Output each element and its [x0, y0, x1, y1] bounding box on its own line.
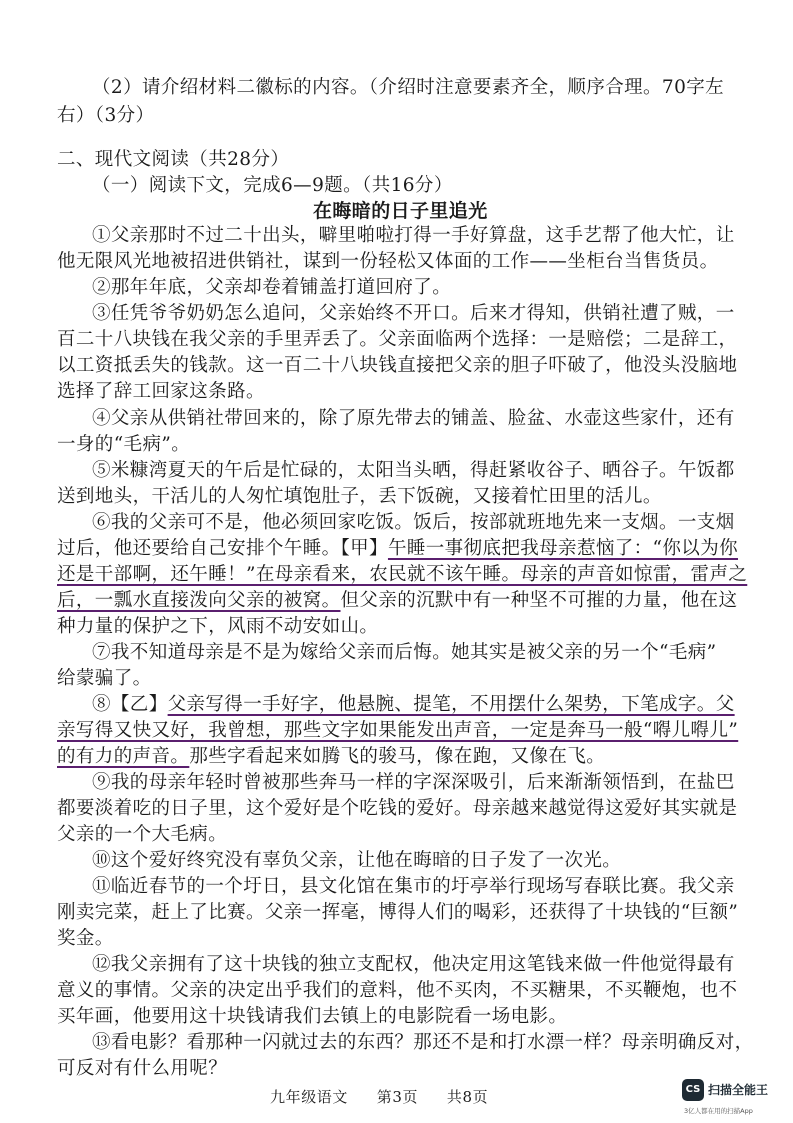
- article-line: ⑤米糠湾夏天的午后是忙碌的，太阳当头晒，得赶紧收谷子、晒谷子。午饭都: [92, 460, 735, 481]
- watermark-app-name: 扫描全能王: [708, 1083, 769, 1097]
- footer-page-number: 第3页: [376, 1088, 419, 1106]
- article-line: ⑥我的父亲可不是，他必须回家吃饭。饭后，按部就班地先来一支烟。一支烟: [92, 512, 735, 533]
- article-line: 刚卖完菜，赶上了比赛。父亲一挥毫，博得人们的喝彩，还获得了十块钱的“巨额”: [57, 902, 739, 923]
- page-footer: [270, 1085, 488, 1109]
- article-line: ③任凭爷爷奶奶怎么追问，父亲始终不开口。后来才得知，供销社遭了贼，一: [92, 303, 735, 324]
- article-line: 送到地头，干活儿的人匆忙填饱肚子，丢下饭碗，又接着忙田里的活儿。: [57, 486, 662, 507]
- article-line: ⑫我父亲拥有了这十块钱的独立支配权，他决定用这笔钱来做一件他觉得最有: [92, 954, 735, 975]
- footer-subject: 九年级语文: [270, 1088, 349, 1106]
- underlined-passage-yi: 父亲写得一手好字，他悬腕、提笔，不用摆什么架势，下笔成字。父: [167, 694, 735, 715]
- underlined-passage-jia: 还是干部啊，还午睡！”在母亲看来，农民就不该午睡。母亲的声音如惊雷，雷声之: [57, 564, 748, 585]
- article-line: ②那年年底，父亲却卷着铺盖打道回府了。: [92, 277, 452, 298]
- article-line: [92, 693, 735, 717]
- article-line: [57, 745, 605, 769]
- sub-heading: （一）阅读下文，完成6—9题。（共16分）: [92, 175, 453, 196]
- article-line: 都要淡着吃的日子里，这个爱好是个吃钱的爱好。母亲越来越觉得这爱好其实就是: [57, 798, 738, 819]
- question-text-line-1: （2）请介绍材料二徽标的内容。（介绍时注意要素齐全，顺序合理。70字左: [92, 77, 725, 98]
- article-line: 父亲的一个大毛病。: [57, 824, 228, 845]
- scanner-watermark: [682, 1079, 790, 1119]
- article-line: 以工资抵丢失的钱款。这一百二十八块钱直接把父亲的胆子吓破了，他没头没脑地: [57, 355, 738, 376]
- camscanner-logo-icon: CS: [682, 1079, 704, 1101]
- article-line: 可反对有什么用呢？: [57, 1058, 228, 1079]
- article-line: 意义的事情。父亲的决定出乎我们的意料，他不买肉，不买糖果，不买鞭炮，也不: [57, 980, 738, 1001]
- article-line: ⑪临近春节的一个圩日，县文化馆在集市的圩亭举行现场写春联比赛。我父亲: [92, 876, 735, 897]
- watermark-tagline: 3亿人都在用的扫描App: [684, 1107, 753, 1115]
- article-line: 选择了辞工回家这条路。: [57, 381, 265, 402]
- article-line: 奖金。: [57, 928, 114, 949]
- question-text-line-2: 右）（3分）: [57, 105, 155, 126]
- article-text: 但父亲的沉默中有一种坚不可摧的力量，他在这: [340, 590, 738, 611]
- article-line: 百二十八块钱在我父亲的手里弄丢了。父亲面临两个选择：一是赔偿；二是辞工，: [57, 329, 738, 350]
- article-line: 给蒙骗了。: [57, 668, 152, 689]
- underlined-passage-jia: 后，一瓢水直接泼向父亲的被窝。: [57, 590, 341, 611]
- article-text: ⑧【乙】: [92, 694, 168, 715]
- article-text: 过后，他还要给自己安排个午睡。【甲】: [57, 538, 388, 559]
- article-line: [57, 537, 738, 561]
- underlined-passage-jia: 午睡一事彻底把我母亲惹恼了：“你以为你: [387, 538, 739, 559]
- section-heading: 二、现代文阅读（共28分）: [57, 149, 290, 170]
- underlined-passage-yi: 亲写得又快又好，我曾想，那些文字如果能发出声音，一定是奔马一般“嘚儿嘚儿”: [57, 720, 739, 741]
- article-line: ⑩这个爱好终究没有辜负父亲，让他在晦暗的日子发了一次光。: [92, 850, 622, 871]
- article-title: 在晦暗的日子里追光: [313, 200, 488, 222]
- article-line: ④父亲从供销社带回来的，除了原先带去的铺盖、脸盆、水壶这些家什，还有: [92, 408, 735, 429]
- article-line: 他无限风光地被招进供销社，谋到一份轻松又体面的工作——坐柜台当售货员。: [57, 251, 719, 272]
- article-line: 一身的“毛病”。: [57, 434, 191, 455]
- article-line: ⑨我的母亲年轻时曾被那些奔马一样的字深深吸引，后来渐渐领悟到，在盐巴: [92, 772, 735, 793]
- article-line: ⑬看电影？看那种一闪就过去的东西？那还不是和打水漂一样？母亲明确反对，: [92, 1032, 754, 1053]
- article-line: 种力量的保护之下，风雨不动安如山。: [57, 616, 379, 637]
- footer-total-pages: 共8页: [446, 1088, 489, 1106]
- article-line: ①父亲那时不过二十出头，噼里啪啦打得一手好算盘，这手艺帮了他大忙，让: [92, 225, 735, 246]
- article-line: 买年画，他要用这十块钱请我们去镇上的电影院看一场电影。: [57, 1006, 568, 1027]
- underlined-passage-yi: 的有力的声音。: [57, 746, 190, 767]
- article-text: 那些字看起来如腾飞的骏马，像在跑，又像在飞。: [189, 746, 606, 767]
- article-line: ⑦我不知道母亲是不是为嫁给父亲而后悔。她其实是被父亲的另一个“毛病”: [92, 642, 717, 663]
- article-line: [57, 589, 737, 613]
